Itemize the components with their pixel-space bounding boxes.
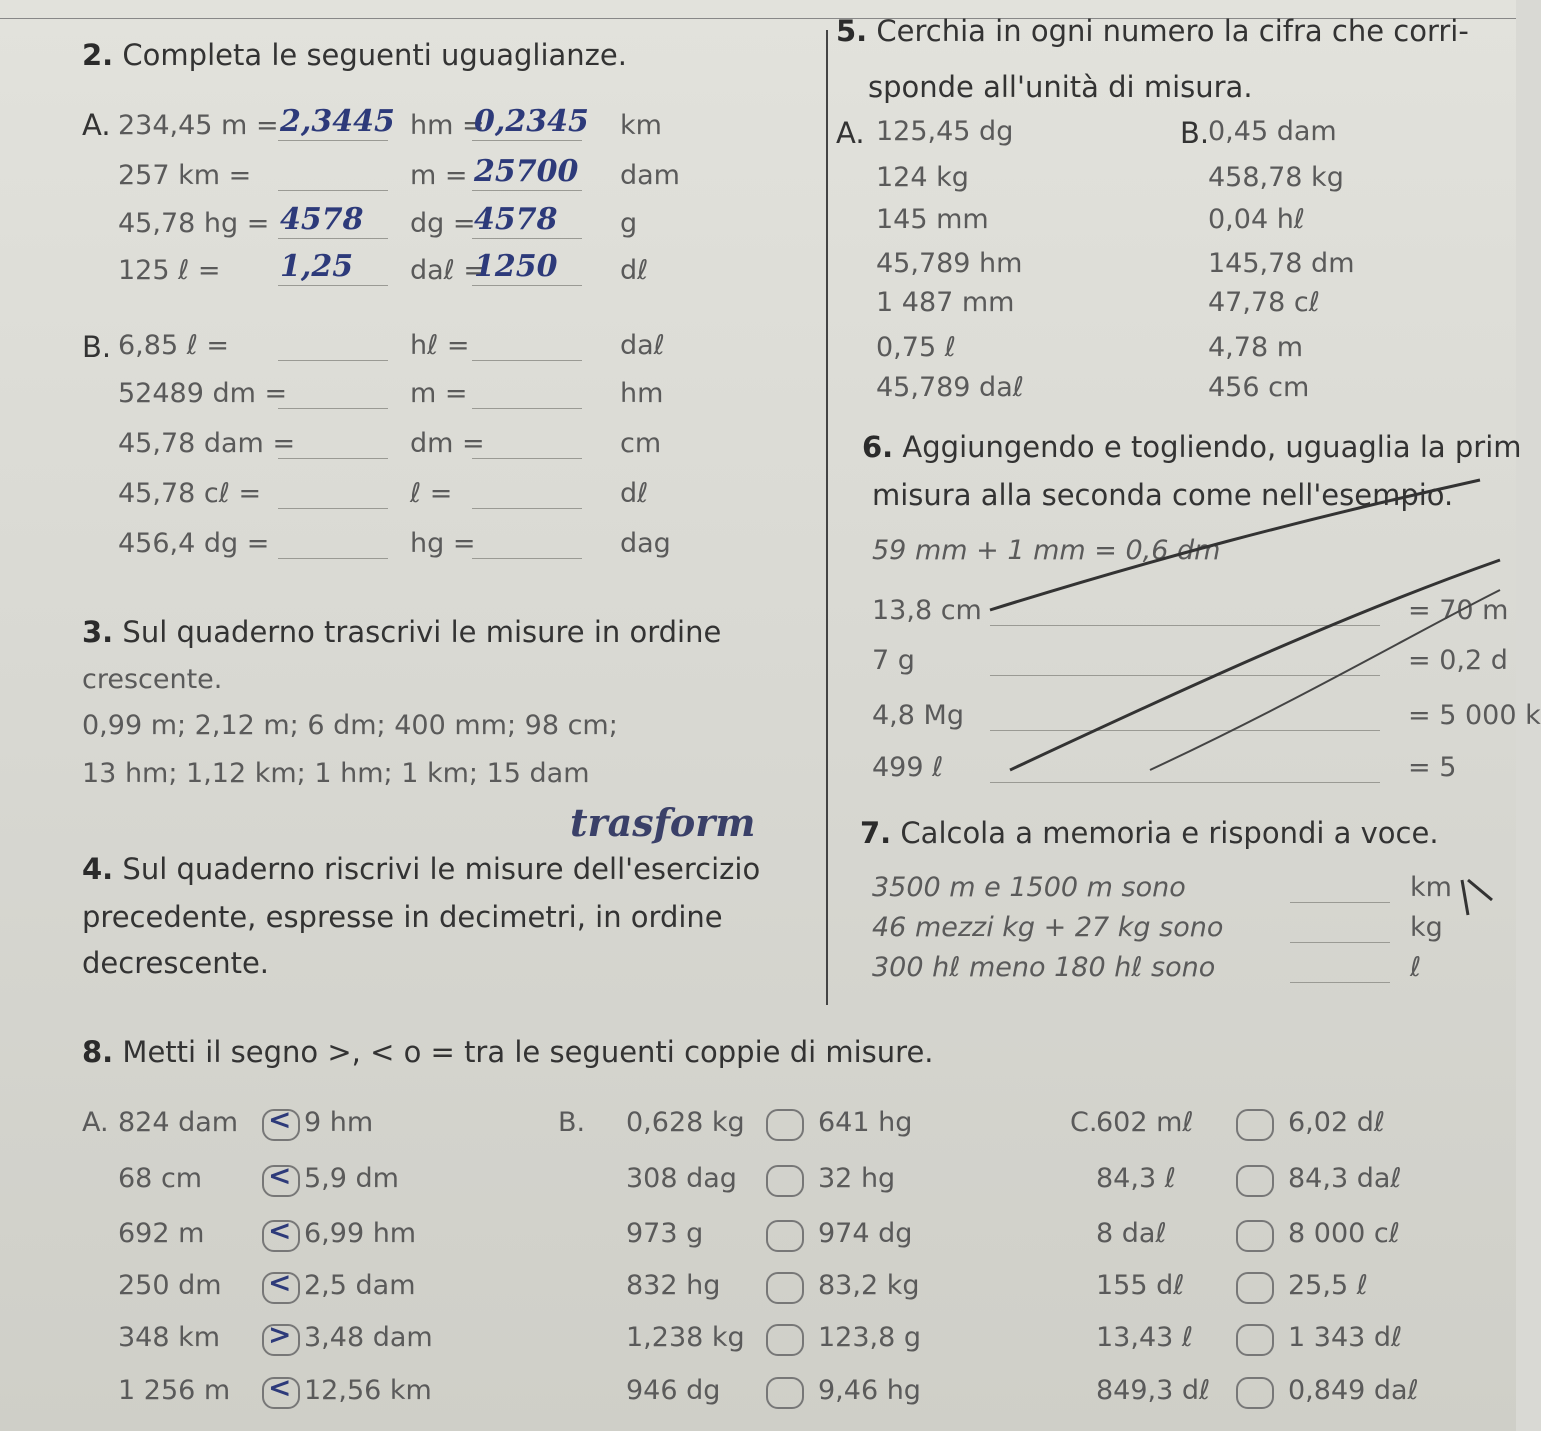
ex8-col_c-row-4-left: 13,43 ℓ bbox=[1096, 1322, 1194, 1353]
ex3-line3: 0,99 m; 2,12 m; 6 dm; 400 mm; 98 cm; bbox=[82, 710, 618, 741]
ex8-col_b-row-1-right: 32 hg bbox=[818, 1163, 896, 1194]
ex6-stroke-1 bbox=[990, 480, 1480, 610]
ex2-row-5-unit2: hm bbox=[620, 378, 664, 409]
ex8-col_c-row-0-right: 6,02 dℓ bbox=[1288, 1107, 1385, 1138]
ex8-col_a-row-2-sign: < bbox=[268, 1214, 292, 1247]
ex2-row-6-unit1: dm = bbox=[410, 428, 485, 459]
ex8-col_b-row-0-right: 641 hg bbox=[818, 1107, 913, 1138]
ex4-line2: precedente, espresse in decimetri, in ordine bbox=[82, 900, 723, 934]
ex8-letter-c: C. bbox=[1070, 1107, 1098, 1138]
ex8-col_a-row-2-right: 6,99 hm bbox=[304, 1218, 417, 1249]
ex7-row-1-unit: kg bbox=[1410, 912, 1443, 943]
ex6-line2: misura alla seconda come nell'esempio. bbox=[872, 478, 1454, 512]
ex3-handwriting: trasform bbox=[570, 800, 756, 845]
ex8-col_c-row-3-right: 25,5 ℓ bbox=[1288, 1270, 1368, 1301]
ex2-row-5-unit1: m = bbox=[410, 378, 468, 409]
ex8-col_c-row-3-left: 155 dℓ bbox=[1096, 1270, 1185, 1301]
ex5-a-item-3: 45,789 hm bbox=[876, 248, 1023, 279]
ex7-row-0-unit: km bbox=[1410, 872, 1452, 903]
ex6-row-2-left: 4,8 Mg bbox=[872, 700, 964, 731]
ex8-col_c-row-2-left: 8 daℓ bbox=[1096, 1218, 1167, 1249]
ex2-row-8-unit2: dag bbox=[620, 528, 671, 559]
ex2-row-2-left: 45,78 hg = bbox=[118, 208, 270, 239]
ex5-letter-b: B. bbox=[1180, 116, 1210, 150]
ex8-col_c-row-1-left: 84,3 ℓ bbox=[1096, 1163, 1176, 1194]
ex6-row-0-right: = 70 m bbox=[1408, 595, 1509, 626]
ex8-col_b-row-3-left: 832 hg bbox=[626, 1270, 721, 1301]
ex7-row-1-text: 46 mezzi kg + 27 kg sono bbox=[872, 912, 1224, 943]
ex8-col_a-row-4-right: 3,48 dam bbox=[304, 1322, 433, 1353]
ex5-b-item-0: 0,45 dam bbox=[1208, 116, 1337, 147]
ex7-mark bbox=[1462, 880, 1492, 915]
ex2-row-1-unit2: dam bbox=[620, 160, 680, 191]
ex3-line4: 13 hm; 1,12 km; 1 hm; 1 km; 15 dam bbox=[82, 758, 590, 789]
ex8-col_a-row-2-left: 692 m bbox=[118, 1218, 205, 1249]
ex8-col_a-row-3-right: 2,5 dam bbox=[304, 1270, 416, 1301]
ex2-row-4-left: 6,85 ℓ = bbox=[118, 330, 230, 361]
ex7-row-2-unit: ℓ bbox=[1410, 952, 1422, 983]
ex8-col_b-row-5-right: 9,46 hg bbox=[818, 1375, 921, 1406]
ex6-row-1-left: 7 g bbox=[872, 645, 915, 676]
ex2-row-1-left: 257 km = bbox=[118, 160, 252, 191]
ex8-col_b-row-2-right: 974 dg bbox=[818, 1218, 913, 1249]
ex8-col_a-row-1-left: 68 cm bbox=[118, 1163, 203, 1194]
ex2-row-3-answer2: 1250 bbox=[474, 249, 558, 284]
ex5-a-item-0: 125,45 dg bbox=[876, 116, 1014, 147]
ex2-row-3-left: 125 ℓ = bbox=[118, 255, 221, 286]
ex2-row-0-answer1: 2,3445 bbox=[280, 104, 395, 139]
ex8-col_b-row-5-left: 946 dg bbox=[626, 1375, 721, 1406]
ex6-number: 6. bbox=[862, 430, 894, 464]
ex8-col_b-row-1-left: 308 dag bbox=[626, 1163, 737, 1194]
ex8-col_b-row-3-right: 83,2 kg bbox=[818, 1270, 920, 1301]
ex8-col_a-row-5-right: 12,56 km bbox=[304, 1375, 432, 1406]
ex2-row-3-unit1: daℓ = bbox=[410, 255, 487, 286]
ex5-b-item-5: 4,78 m bbox=[1208, 332, 1304, 363]
ex2-row-8-left: 456,4 dg = bbox=[118, 528, 270, 559]
ex8-col_a-row-4-left: 348 km bbox=[118, 1322, 221, 1353]
ex2-row-3-unit2: dℓ bbox=[620, 255, 649, 286]
ex8-col_b-row-4-left: 1,238 kg bbox=[626, 1322, 745, 1353]
ex8-col_a-row-3-left: 250 dm bbox=[118, 1270, 222, 1301]
ex8-col_a-row-1-right: 5,9 dm bbox=[304, 1163, 399, 1194]
ex2-row-3-answer1: 1,25 bbox=[280, 249, 354, 284]
ex8-col_a-row-0-left: 824 dam bbox=[118, 1107, 239, 1138]
ex5-b-item-2: 0,04 hℓ bbox=[1208, 204, 1305, 235]
ex2-letter-b: B. bbox=[82, 330, 112, 364]
ex5-line2: sponde all'unità di misura. bbox=[868, 70, 1253, 104]
ex7-number: 7. bbox=[860, 816, 892, 850]
ex8-col_c-row-5-right: 0,849 daℓ bbox=[1288, 1375, 1419, 1406]
ex4-line3: decrescente. bbox=[82, 946, 270, 980]
ex5-line1-text: Cerchia in ogni numero la cifra che corri- bbox=[876, 14, 1469, 48]
ex8-col_b-row-4-right: 123,8 g bbox=[818, 1322, 922, 1353]
ex2-row-2-unit1: dg = bbox=[410, 208, 476, 239]
ex5-a-item-5: 0,75 ℓ bbox=[876, 332, 956, 363]
ex2-row-6-unit2: cm bbox=[620, 428, 662, 459]
ex3-number: 3. bbox=[82, 615, 114, 649]
ex2-row-2-answer1: 4578 bbox=[280, 202, 364, 237]
ex2-letter-a: A. bbox=[82, 108, 111, 142]
ex8-col_a-row-5-left: 1 256 m bbox=[118, 1375, 231, 1406]
ex3-line1-text: Sul quaderno trascrivi le misure in ordine bbox=[122, 615, 722, 649]
ex2-row-1-answer2: 25700 bbox=[474, 154, 579, 189]
ex6-example: 59 mm + 1 mm = 0,6 dm bbox=[872, 535, 1221, 566]
ex2-row-0-unit2: km bbox=[620, 110, 662, 141]
ex8-col_a-row-1-sign: < bbox=[268, 1159, 292, 1192]
ex6-line1-text: Aggiungendo e togliendo, uguaglia la prim bbox=[902, 430, 1522, 464]
ex2-row-7-left: 45,78 cℓ = bbox=[118, 478, 262, 509]
ex2-row-0-left: 234,45 m = bbox=[118, 110, 279, 141]
ex5-b-item-4: 47,78 cℓ bbox=[1208, 287, 1320, 318]
ex8-letter-a: A. bbox=[82, 1107, 109, 1138]
ex2-row-0-answer2: 0,2345 bbox=[474, 104, 589, 139]
ex8-col_a-row-5-sign: < bbox=[268, 1371, 292, 1404]
ex8-col_a-row-3-sign: < bbox=[268, 1266, 292, 1299]
ex6-row-3-left: 499 ℓ bbox=[872, 752, 944, 783]
ex8-col_a-row-0-sign: < bbox=[268, 1103, 292, 1136]
ex2-title-text: Completa le seguenti uguaglianze. bbox=[122, 38, 627, 72]
ex5-b-item-1: 458,78 kg bbox=[1208, 162, 1344, 193]
ex2-row-2-unit2: g bbox=[620, 208, 638, 239]
ex8-col_c-row-0-left: 602 mℓ bbox=[1096, 1107, 1194, 1138]
ex6-row-3-right: = 5 bbox=[1408, 752, 1457, 783]
ex5-number: 5. bbox=[836, 14, 868, 48]
ex5-a-item-2: 145 mm bbox=[876, 204, 989, 235]
ex2-number: 2. bbox=[82, 38, 114, 72]
ex8-col_c-row-2-right: 8 000 cℓ bbox=[1288, 1218, 1400, 1249]
ex5-letter-a: A. bbox=[836, 116, 865, 150]
ex2-row-7-unit1: ℓ = bbox=[410, 478, 453, 509]
ex2-row-0-unit1: hm = bbox=[410, 110, 485, 141]
ex2-row-4-unit1: hℓ = bbox=[410, 330, 470, 361]
ex8-col_b-row-0-left: 0,628 kg bbox=[626, 1107, 745, 1138]
ex2-row-2-answer2: 4578 bbox=[474, 202, 558, 237]
ex2-row-8-unit1: hg = bbox=[410, 528, 476, 559]
ex2-row-1-unit1: m = bbox=[410, 160, 468, 191]
ex2-row-5-left: 52489 dm = bbox=[118, 378, 288, 409]
ex8-col_b-row-2-left: 973 g bbox=[626, 1218, 704, 1249]
ex8-number: 8. bbox=[82, 1035, 114, 1069]
ex8-col_c-row-4-right: 1 343 dℓ bbox=[1288, 1322, 1403, 1353]
ex8-letter-b: B. bbox=[558, 1107, 586, 1138]
ex4-number: 4. bbox=[82, 852, 114, 886]
ex5-b-item-6: 456 cm bbox=[1208, 372, 1310, 403]
ex8-col_c-row-5-left: 849,3 dℓ bbox=[1096, 1375, 1211, 1406]
ex2-row-6-left: 45,78 dam = bbox=[118, 428, 296, 459]
ex6-row-0-left: 13,8 cm bbox=[872, 595, 982, 626]
ex7-row-2-text: 300 hℓ meno 180 hℓ sono bbox=[872, 952, 1216, 983]
ex8-title-text: Metti il segno >, < o = tra le seguenti coppie di misure. bbox=[122, 1035, 934, 1069]
ex3-line2: crescente. bbox=[82, 664, 223, 695]
ex2-row-4-unit2: daℓ bbox=[620, 330, 665, 361]
ex7-row-0-text: 3500 m e 1500 m sono bbox=[872, 872, 1186, 903]
ex8-col_c-row-1-right: 84,3 daℓ bbox=[1288, 1163, 1402, 1194]
ex6-row-2-right: = 5 000 k bbox=[1408, 700, 1541, 731]
ex6-row-1-right: = 0,2 d bbox=[1408, 645, 1508, 676]
ex5-a-item-4: 1 487 mm bbox=[876, 287, 1015, 318]
ex7-title-text: Calcola a memoria e rispondi a voce. bbox=[900, 816, 1439, 850]
ex8-col_a-row-0-right: 9 hm bbox=[304, 1107, 374, 1138]
ex5-a-item-6: 45,789 daℓ bbox=[876, 372, 1024, 403]
ex5-b-item-3: 145,78 dm bbox=[1208, 248, 1355, 279]
ex4-line1-text: Sul quaderno riscrivi le misure dell'esercizio bbox=[122, 852, 761, 886]
ex5-a-item-1: 124 kg bbox=[876, 162, 969, 193]
ex8-col_a-row-4-sign: > bbox=[268, 1318, 292, 1351]
ex6-stroke-2 bbox=[1010, 560, 1500, 770]
ex2-row-7-unit2: dℓ bbox=[620, 478, 649, 509]
